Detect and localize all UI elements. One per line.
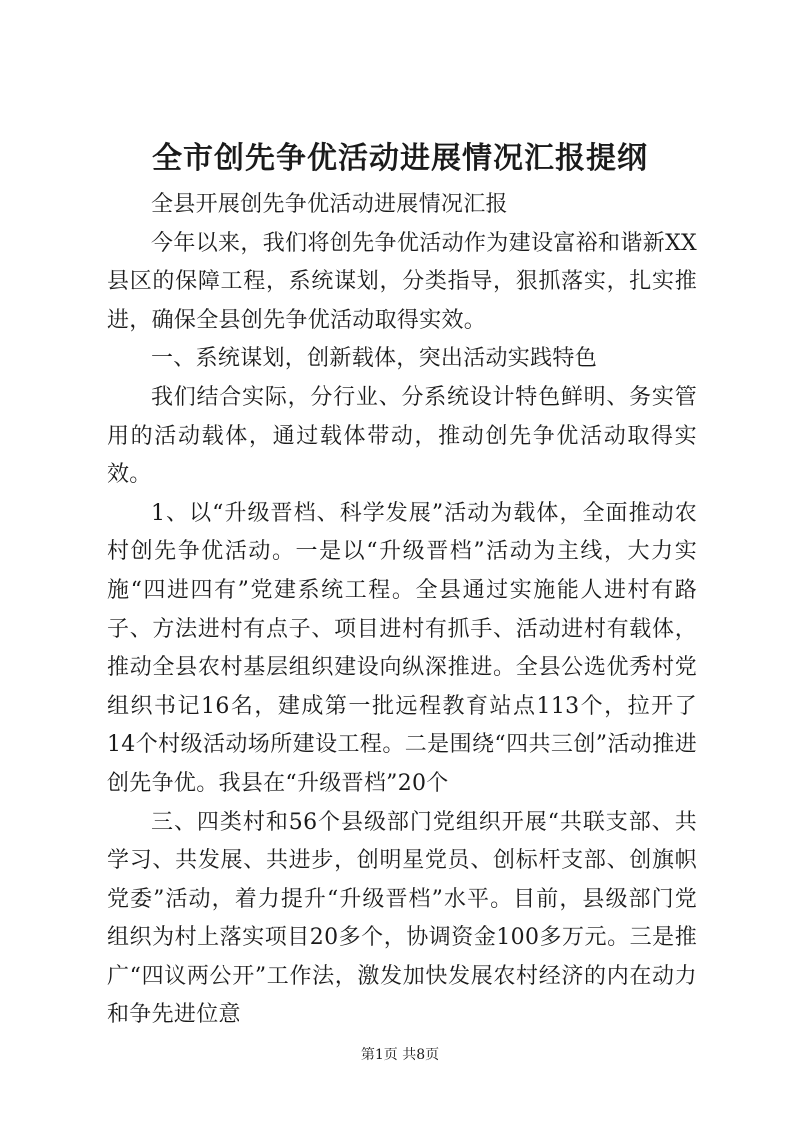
- body-paragraph: 1、以“升级晋档、科学发展”活动为载体，全面推动农村创先争优活动。一是以“升级晋档”活动为主线，大力实施“四进四有”党建系统工程。全县通过实施能人进村有路子、方法进村有点子、项目进村有抓手、活动进村有载体，推动全县农村基层组织建设向纵深推进。全县公选优秀村党组织书记16名，建成第一批远程教育站点113个，拉开了14个村级活动场所建设工程。二是围绕“四共三创”活动推进创先争优。我县在“升级晋档”20个: [107, 500, 697, 796]
- body-paragraph: 三、四类村和56个县级部门党组织开展“共联支部、共学习、共发展、共进步，创明星党员、创标杆支部、创旗帜党委”活动，着力提升“升级晋档”水平。目前，县级部门党组织为村上落实项目20多个，协调资金100多万元。三是推广“四议两公开”工作法，激发加快发展农村经济的内在动力和争先进位意: [107, 809, 697, 1028]
- document-title: 全市创先争优活动进展情况汇报提纲: [152, 141, 648, 176]
- subtitle-paragraph: 全县开展创先争优活动进展情况汇报: [151, 192, 508, 217]
- document-body: [107, 186, 697, 1035]
- intro-paragraph: 今年以来，我们将创先争优活动作为建设富裕和谐新XX县区的保障工程，系统谋划，分类指导，狠抓落实，扎实推进，确保全县创先争优活动取得实效。: [107, 230, 697, 333]
- section-heading: 一、系统谋划，创新载体，突出活动实践特色: [151, 346, 598, 372]
- body-paragraph: 我们结合实际，分行业、分系统设计特色鲜明、务实管用的活动载体，通过载体带动，推动创先争优活动取得实效。: [107, 384, 697, 488]
- page-footer: 第1页 共8页: [360, 1047, 440, 1063]
